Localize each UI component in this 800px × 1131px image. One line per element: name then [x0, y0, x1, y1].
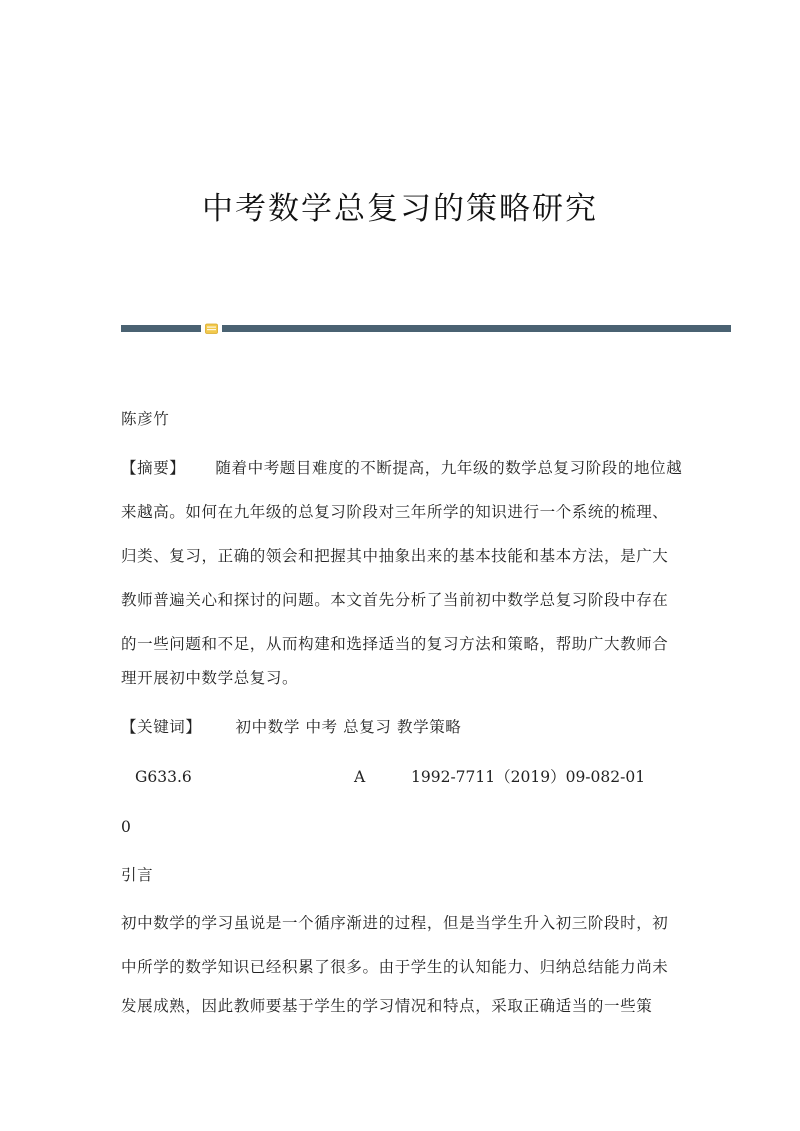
- intro-line: 发展成熟，因此教师要基于学生的学习情况和特点，采取正确适当的一些策: [121, 997, 653, 1015]
- abstract-label: 【摘要】: [121, 459, 186, 477]
- article-id: 1992-7711（2019）09-082-01: [411, 768, 646, 786]
- stray-char: 0: [121, 818, 132, 836]
- divider-right: [222, 325, 731, 332]
- author-name: 陈彦竹: [121, 410, 170, 428]
- keywords-text: 初中数学 中考 总复习 教学策略: [235, 718, 462, 736]
- clc-number: G633.6: [135, 768, 192, 786]
- intro-heading: 引言: [121, 866, 154, 884]
- divider-left: [121, 325, 201, 332]
- keywords-label: 【关键词】: [121, 718, 202, 736]
- abstract-line: 归类、复习，正确的领会和把握其中抽象出来的基本技能和基本方法，是广大: [121, 547, 669, 565]
- abstract-line: 的一些问题和不足，从而构建和选择适当的复习方法和策略，帮助广大教师合: [121, 635, 669, 653]
- folder-icon: [205, 322, 218, 335]
- intro-line: 初中数学的学习虽说是一个循序渐进的过程，但是当学生升入初三阶段时，初: [121, 914, 669, 932]
- abstract-text: 随着中考题目难度的不断提高，九年级的数学总复习阶段的地位越: [215, 459, 683, 477]
- abstract-line: 来越高。如何在九年级的总复习阶段对三年所学的知识进行一个系统的梳理、: [121, 503, 669, 521]
- abstract-line: 教师普遍关心和探讨的问题。本文首先分析了当前初中数学总复习阶段中存在: [121, 591, 669, 609]
- document-title: 中考数学总复习的策略研究: [202, 191, 598, 227]
- document-code: A: [354, 768, 366, 786]
- keywords-line: [121, 715, 461, 739]
- abstract-line: [121, 456, 682, 480]
- abstract-line: 理开展初中数学总复习。: [121, 669, 299, 687]
- intro-line: 中所学的数学知识已经积累了很多。由于学生的认知能力、归纳总结能力尚未: [121, 958, 669, 976]
